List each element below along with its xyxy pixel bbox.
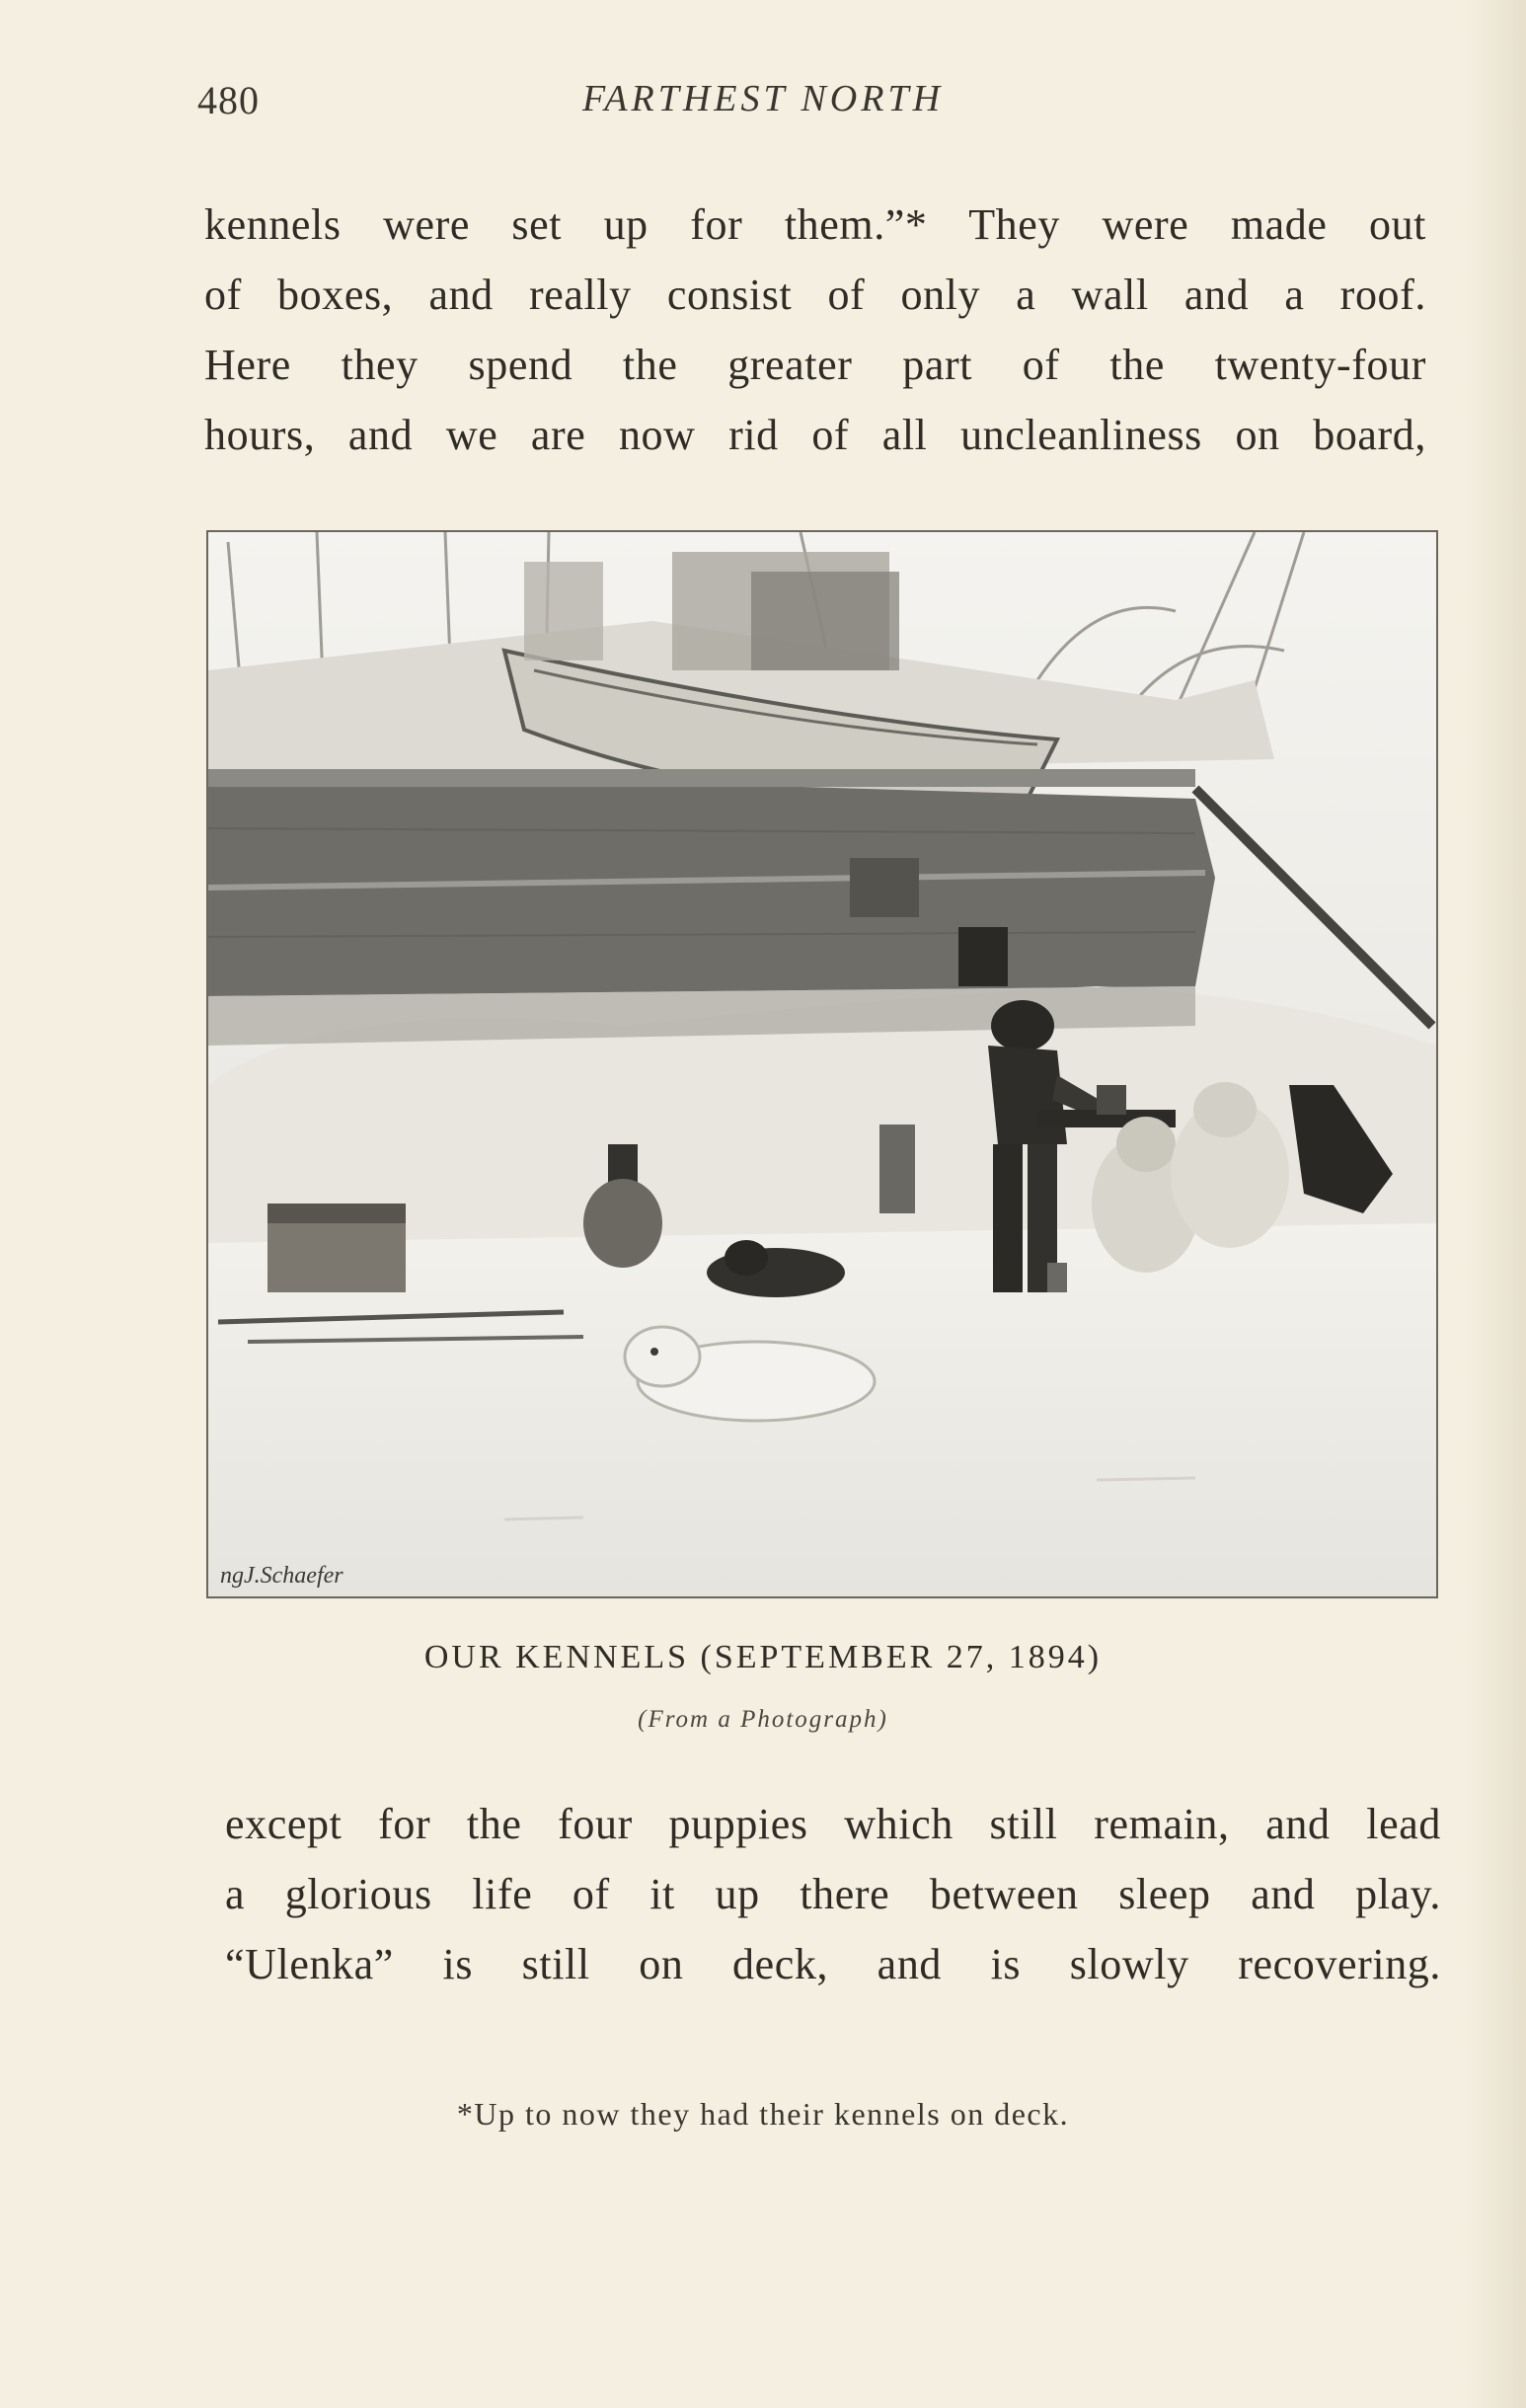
figure-caption: OUR KENNELS (SEPTEMBER 27, 1894) (423, 1639, 1103, 1675)
text-line: of boxes, and really consist of only a wall and a roof. (204, 271, 1426, 319)
text-line: a glorious life of it up there between sleep and play. (225, 1870, 1441, 1918)
photograph-plate (206, 530, 1438, 1598)
footnote: *Up to now they had their kennels on deck. (456, 2096, 1070, 2132)
page-number: 480 (197, 78, 260, 122)
page-edge-shading (1467, 0, 1526, 2408)
figure-source-note: (From a Photograph) (638, 1706, 888, 1733)
text-line: kennels were set up for them.”* They were made out (204, 200, 1426, 249)
body-text-top (204, 190, 1426, 470)
body-text-bottom (225, 1789, 1441, 1999)
kennels-photograph (208, 532, 1436, 1596)
text-line: “Ulenka” is still on deck, and is slowly recovering. (225, 1940, 1441, 1988)
text-line: hours, and we are now rid of all uncleanliness on board, (204, 411, 1426, 459)
text-line: Here they spend the greater part of the twenty-four (204, 341, 1426, 389)
running-head: FARTHEST NORTH (581, 78, 945, 119)
text-line: except for the four puppies which still remain, and lead (225, 1800, 1441, 1848)
engraver-signature: ngJ.Schaefer (220, 1563, 343, 1589)
